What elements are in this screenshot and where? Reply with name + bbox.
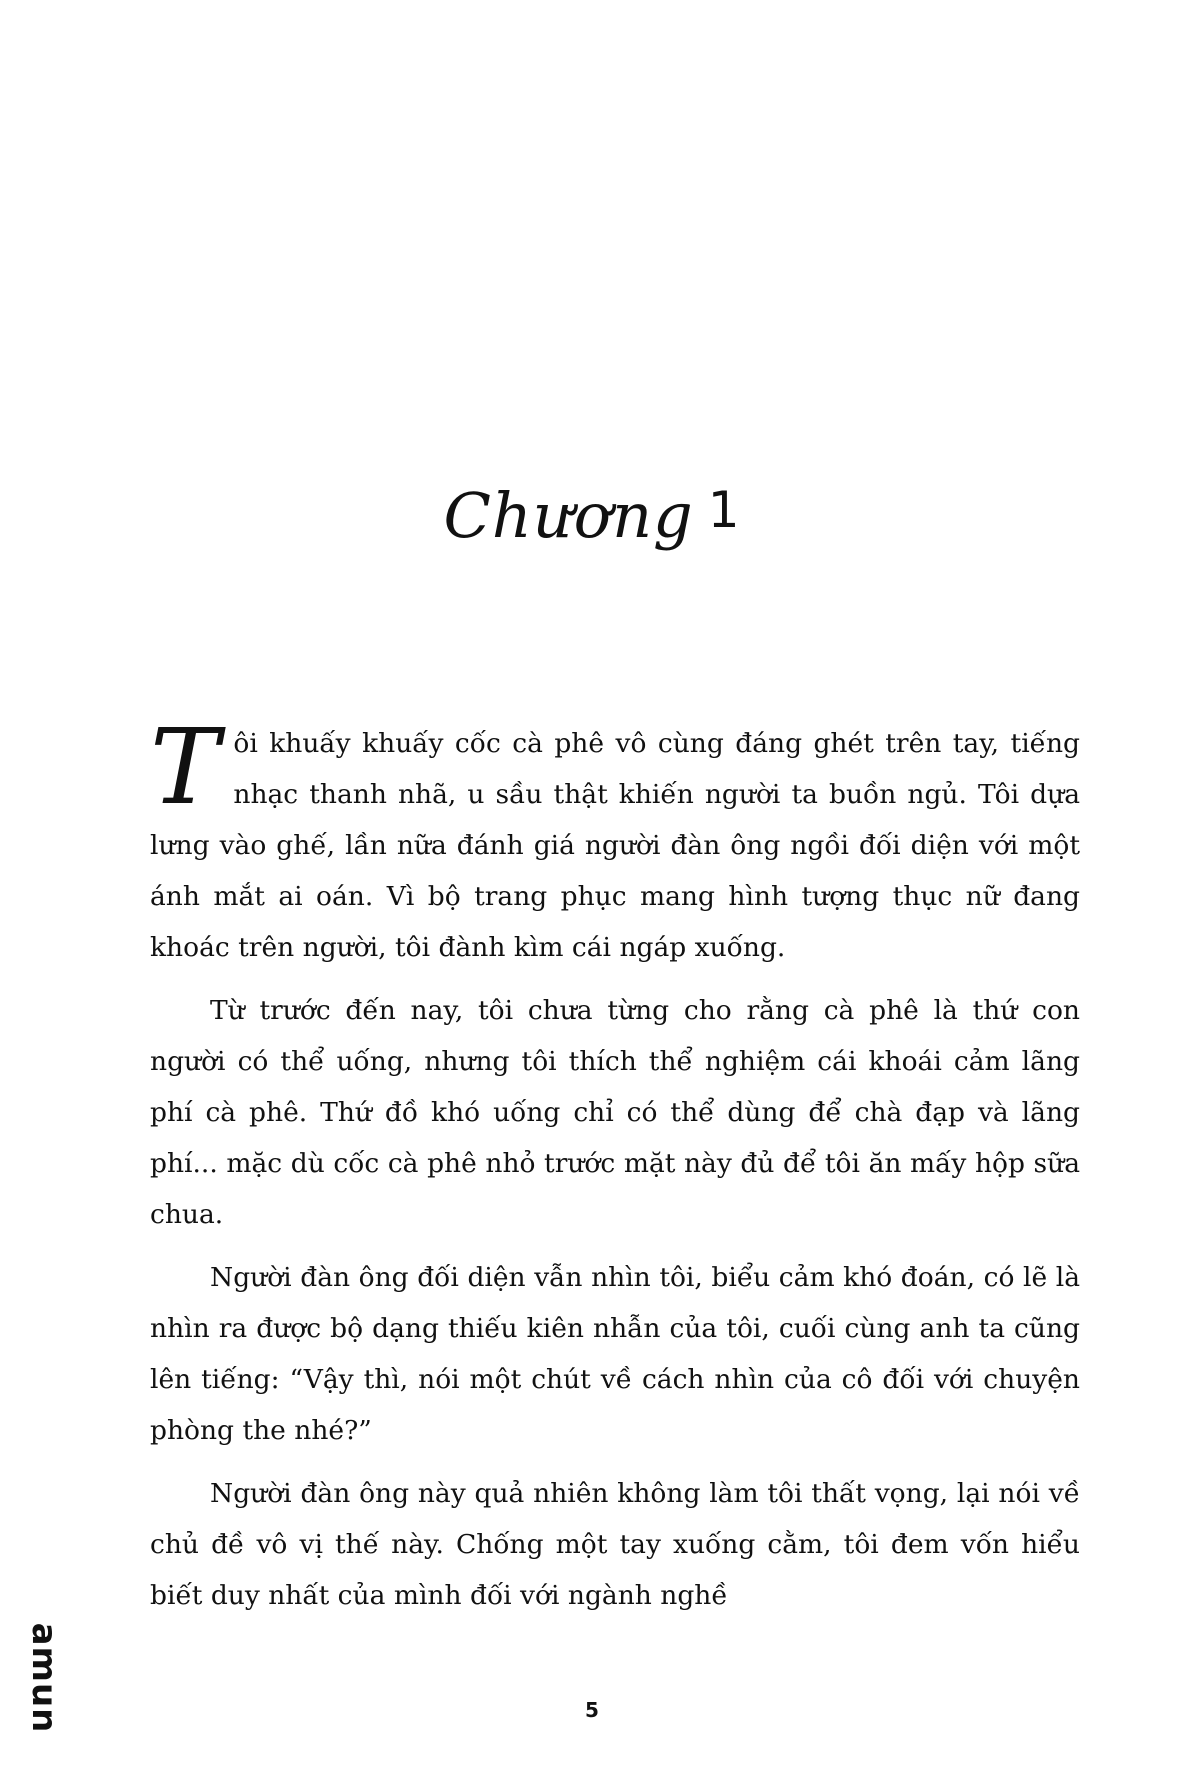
paragraph-1 (150, 706, 1080, 973)
chapter-word: Chương (443, 478, 694, 552)
page-number: 5 (585, 1698, 599, 1722)
paragraph-1-text: ôi khuấy khuấy cốc cà phê vô cùng đáng ghét trên tay, tiếng nhạc thanh nhã, u sầu thật khiến người ta buồn ngủ. Tôi dựa lưng vào ghế, lần nữa đánh giá người đàn ông ngồi đối diện với một ánh mắt ai oán. Vì bộ trang phục mang hình tượng thục nữ đang khoác trên người, tôi đành kìm cái ngáp xuống. (150, 728, 1080, 963)
paragraph-3: Người đàn ông đối diện vẫn nhìn tôi, biểu cảm khó đoán, có lẽ là nhìn ra được bộ dạng thiếu kiên nhẫn của tôi, cuối cùng anh ta cũng lên tiếng: “Vậy thì, nói một chút về cách nhìn của cô đối với chuyện phòng the nhé?” (150, 1262, 1080, 1446)
chapter-number: 1 (707, 480, 741, 539)
paragraph-2: Từ trước đến nay, tôi chưa từng cho rằng cà phê là thứ con người có thể uống, nhưng tôi thích thể nghiệm cái khoái cảm lãng phí cà phê. Thứ đồ khó uống chỉ có thể dùng để chà đạp và lãng phí... mặc dù cốc cà phê nhỏ trước mặt này đủ để tôi ăn mấy hộp sữa chua. (150, 995, 1080, 1230)
paragraph-4: Người đàn ông này quả nhiên không làm tôi thất vọng, lại nói về chủ đề vô vị thế này. Chống một tay xuống cằm, tôi đem vốn hiểu biết duy nhất của mình đối với ngành nghề (150, 1478, 1080, 1611)
body-text (150, 706, 1080, 1633)
chapter-heading (0, 479, 1184, 552)
drop-cap: T (150, 706, 220, 828)
publisher-logo-text: amun (24, 1622, 64, 1734)
